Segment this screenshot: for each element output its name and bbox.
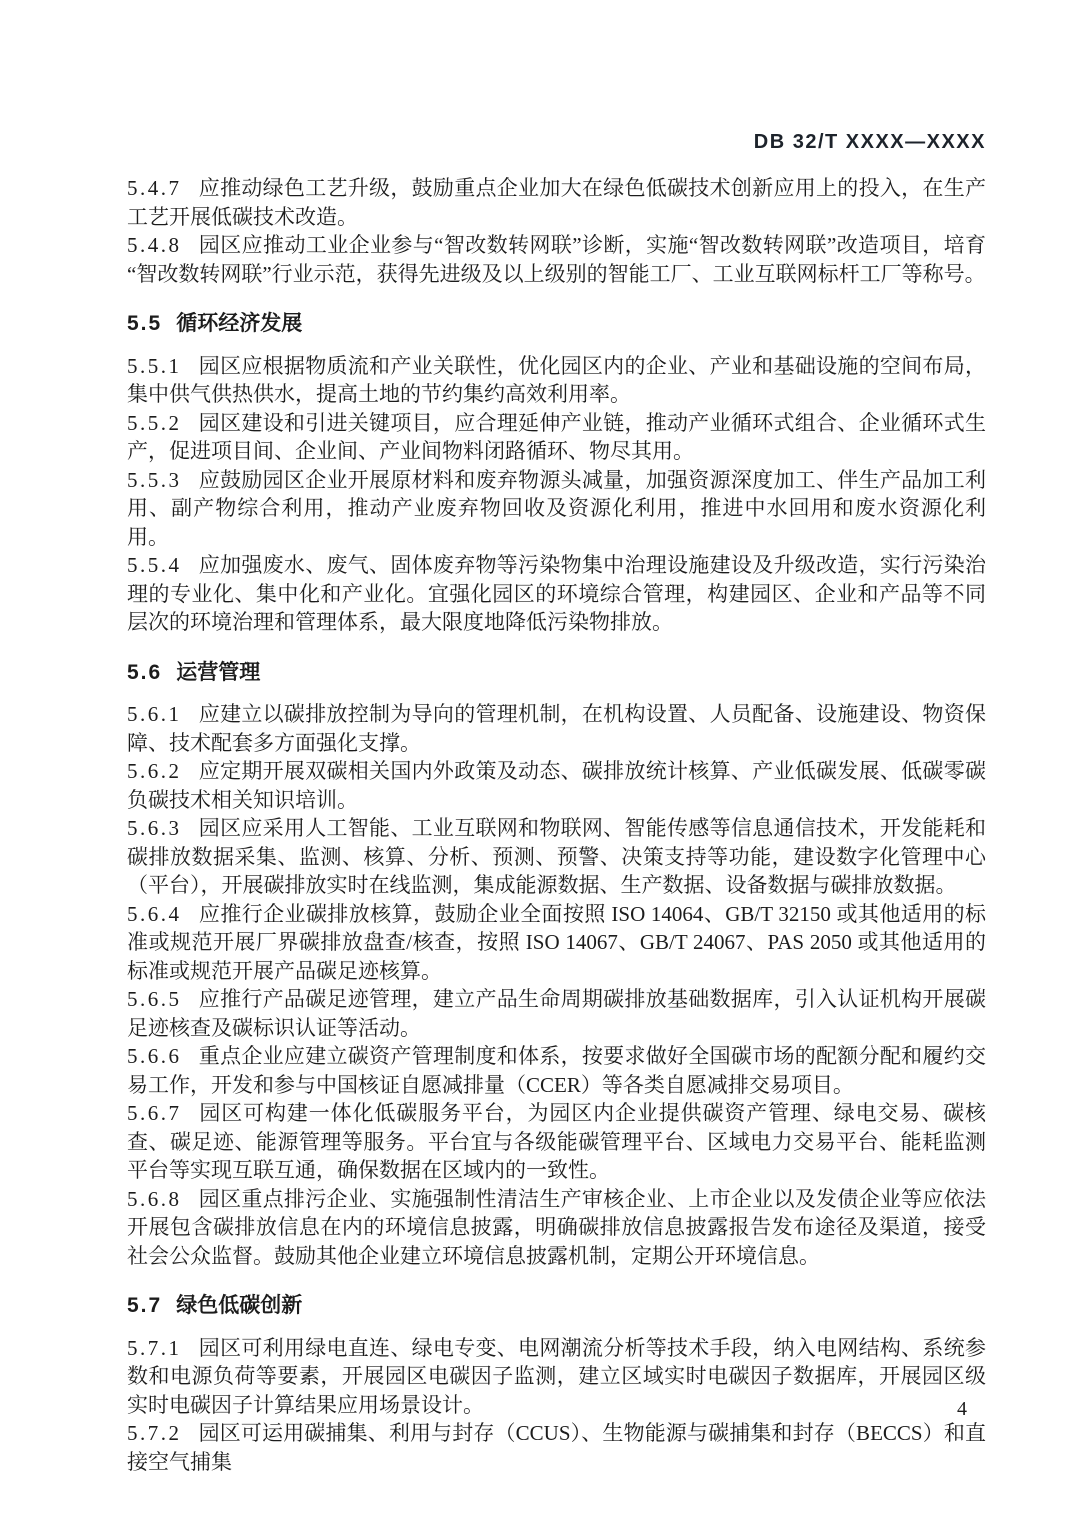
clause-number: 5.5.4 [127, 553, 182, 577]
clause-number: 5.6.7 [127, 1101, 182, 1125]
clause-paragraph [127, 985, 986, 1042]
section-title: 运营管理 [176, 660, 261, 684]
clause-paragraph [127, 1042, 986, 1099]
section-number: 5.6 [127, 660, 163, 684]
clause-text: 应推行产品碳足迹管理，建立产品生命周期碳排放基础数据库，引入认证机构开展碳足迹核查及碳标识认证等活动。 [127, 987, 986, 1040]
clause-number: 5.5.3 [127, 467, 182, 492]
clause-text: 园区可运用碳捕集、利用与封存（CCUS）、生物能源与碳捕集和封存（BECCS）和直接空气捕集 [127, 1421, 986, 1474]
section-heading [127, 1292, 986, 1321]
clause-paragraph [127, 1185, 986, 1271]
section-title: 绿色低碳创新 [176, 1294, 303, 1317]
document-body [127, 174, 986, 1476]
clause-number: 5.6.6 [127, 1044, 182, 1068]
section-title: 循环经济发展 [176, 312, 303, 335]
clause-number: 5.4.8 [127, 233, 182, 257]
clause-number: 5.7.2 [127, 1421, 182, 1445]
clause-text: 应加强废水、废气、固体废弃物等污染物集中治理设施建设及升级改造，实行污染治理的专业化、集中化和产业化。宜强化园区的环境综合管理，构建园区、企业和产品等不同层次的环境治理和管理体系，最大限度地降低污染物排放。 [127, 553, 986, 634]
clause-text: 园区可构建一体化低碳服务平台，为园区内企业提供碳资产管理、绿电交易、碳核查、碳足迹、能源管理等服务。平台宜与各级能碳管理平台、区域电力交易平台、能耗监测平台等实现互联互通，确保数据在区域内的一致性。 [127, 1101, 986, 1182]
clause-number: 5.7.1 [127, 1335, 182, 1360]
clause-paragraph [127, 231, 986, 288]
clause-paragraph [127, 1334, 986, 1420]
page-number: 4 [957, 1398, 967, 1420]
clause-text: 应推行企业碳排放核算，鼓励企业全面按照 ISO 14064、GB/T 32150 或其他适用的标准或规范开展厂界碳排放盘查/核查，按照 ISO 14067、GB/T 24067、PAS 2050 或其他适用的标准或规范开展产品碳足迹核算。 [127, 901, 986, 983]
clause-paragraph [127, 352, 986, 409]
clause-number: 5.6.3 [127, 816, 182, 840]
section-number: 5.5 [127, 312, 163, 335]
clause-text: 应定期开展双碳相关国内外政策及动态、碳排放统计核算、产业低碳发展、低碳零碳负碳技术相关知识培训。 [127, 759, 986, 812]
clause-text: 重点企业应建立碳资产管理制度和体系，按要求做好全国碳市场的配额分配和履约交易工作，开发和参与中国核证自愿减排量（CCER）等各类自愿减排交易项目。 [127, 1044, 986, 1097]
clause-text: 应推动绿色工艺升级，鼓励重点企业加大在绿色低碳技术创新应用上的投入，在生产工艺开展低碳技术改造。 [127, 176, 986, 229]
clause-text: 园区重点排污企业、实施强制性清洁生产审核企业、上市企业以及发债企业等应依法开展包含碳排放信息在内的环境信息披露，明确碳排放信息披露报告发布途径及渠道，接受社会公众监督。鼓励其他企业建立环境信息披露机制，定期公开环境信息。 [127, 1186, 986, 1268]
clause-text: 园区可利用绿电直连、绿电专变、电网潮流分析等技术手段，纳入电网结构、系统参数和电源负荷等要素，开展园区电碳因子监测，建立区域实时电碳因子数据库，开展园区级实时电碳因子计算结果应用场景设计。 [127, 1335, 986, 1417]
standard-number-header: DB 32/T XXXX—XXXX [753, 131, 986, 153]
clause-number: 5.6.8 [127, 1186, 182, 1211]
clause-paragraph [127, 814, 986, 900]
clause-paragraph [127, 174, 986, 231]
clause-text: 园区应推动工业企业参与“智改数转网联”诊断，实施“智改数转网联”改造项目，培育“智改数转网联”行业示范，获得先进级及以上级别的智能工厂、工业互联网标杆工厂等称号。 [127, 233, 986, 286]
clause-paragraph [127, 900, 986, 986]
clause-paragraph [127, 466, 986, 552]
clause-paragraph [127, 757, 986, 814]
clause-number: 5.5.2 [127, 410, 182, 435]
section-number: 5.7 [127, 1294, 163, 1317]
clause-number: 5.5.1 [127, 353, 182, 378]
clause-text: 应鼓励园区企业开展原材料和废弃物源头减量，加强资源深度加工、伴生产品加工利用、副产物综合利用，推动产业废弃物回收及资源化利用，推进中水回用和废水资源化利用。 [127, 467, 986, 549]
clause-number: 5.6.5 [127, 987, 182, 1011]
clause-number: 5.4.7 [127, 176, 182, 200]
clause-text: 园区应根据物质流和产业关联性，优化园区内的企业、产业和基础设施的空间布局，集中供气供热供水，提高土地的节约集约高效利用率。 [127, 353, 986, 406]
clause-number: 5.6.4 [127, 901, 182, 926]
section-heading [127, 659, 986, 688]
clause-paragraph [127, 1099, 986, 1185]
section-heading [127, 310, 986, 339]
clause-paragraph [127, 1419, 986, 1476]
clause-paragraph [127, 409, 986, 466]
clause-number: 5.6.2 [127, 759, 182, 783]
clause-text: 园区建设和引进关键项目，应合理延伸产业链，推动产业循环式组合、企业循环式生产，促进项目间、企业间、产业间物料闭路循环、物尽其用。 [127, 410, 986, 463]
clause-text: 园区应采用人工智能、工业互联网和物联网、智能传感等信息通信技术，开发能耗和碳排放数据采集、监测、核算、分析、预测、预警、决策支持等功能，建设数字化管理中心（平台），开展碳排放实时在线监测，集成能源数据、生产数据、设备数据与碳排放数据。 [127, 816, 986, 897]
clause-number: 5.6.1 [127, 702, 182, 726]
clause-paragraph [127, 700, 986, 757]
clause-text: 应建立以碳排放控制为导向的管理机制，在机构设置、人员配备、设施建设、物资保障、技术配套多方面强化支撑。 [127, 702, 986, 755]
clause-paragraph [127, 551, 986, 637]
